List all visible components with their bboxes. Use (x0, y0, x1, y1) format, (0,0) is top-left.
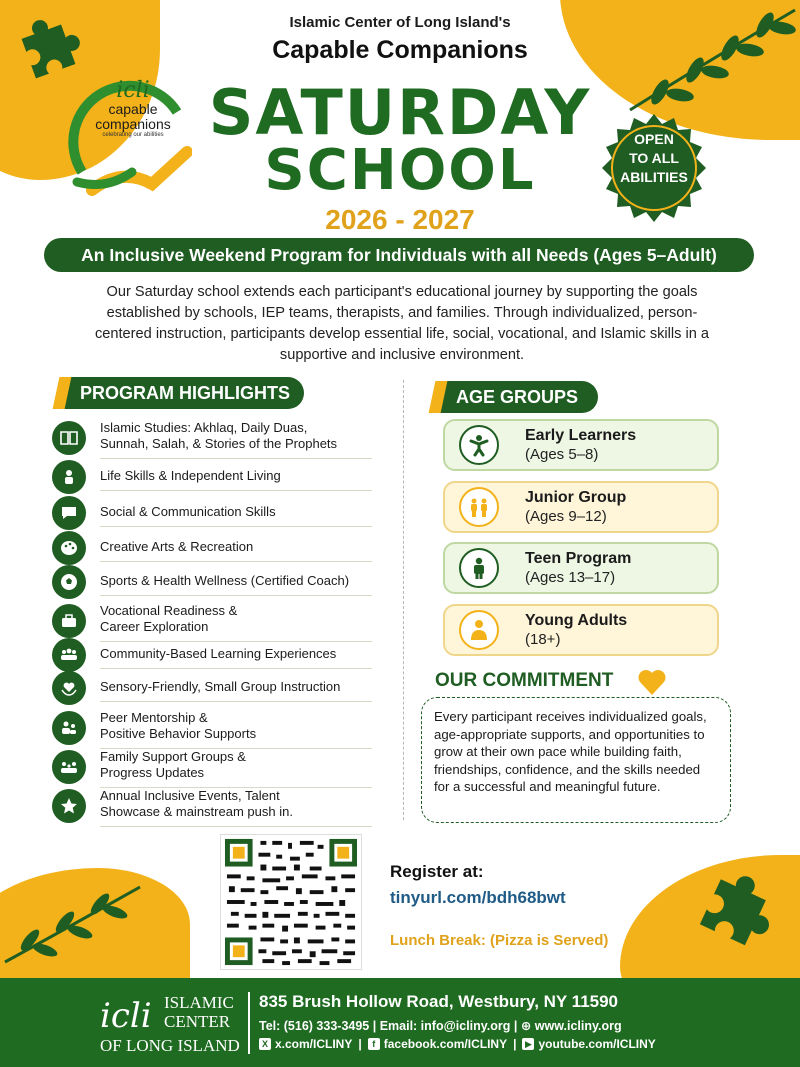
teen-icon (459, 548, 499, 588)
program-banner: An Inclusive Weekend Program for Individuals with all Needs (Ages 5–Adult) (44, 238, 754, 272)
footer-social-links (259, 1037, 656, 1051)
leaf-branch-icon (0, 872, 150, 972)
footer-contact[interactable]: Tel: (516) 333-3495 | Email: info@icliny.org | ⊕ www.icliny.org (259, 1019, 622, 1033)
youtube-link[interactable]: youtube.com/ICLINY (538, 1037, 656, 1051)
age-card-early-learners: Early Learners (Ages 5–8) (443, 419, 719, 471)
highlight-item: Vocational Readiness & Career Exploration (52, 599, 372, 642)
logo-name-line1: capable (108, 101, 158, 117)
school-year: 2026 - 2027 (325, 204, 475, 235)
footer-org-line2: CENTER (164, 1012, 231, 1031)
highlight-item: Creative Arts & Recreation (52, 531, 372, 565)
child-icon (459, 425, 499, 465)
age-card-young-adults: Young Adults (18+) (443, 604, 719, 656)
intro-paragraph: Our Saturday school extends each participant's educational journey by supporting the goals established by schools, IEP teams, therapists, and families. Through individualized, person-centered instruction, participants develop essential life, social, vocational, and Islamic skills in a supportive and inclusive environment. (94, 284, 710, 363)
highlight-item: Community-Based Learning Experiences (52, 638, 372, 672)
person-icon (52, 460, 86, 494)
chat-icon (52, 496, 86, 530)
column-divider (403, 380, 404, 820)
kids-pair-icon (459, 487, 499, 527)
qr-code[interactable] (220, 834, 362, 970)
group-icon (52, 638, 86, 672)
org-subtitle: Islamic Center of Long Island's (289, 14, 511, 31)
logo-tagline: celebrating our abilities (102, 132, 164, 138)
footer-divider (248, 992, 250, 1054)
youtube-icon: ▶ (522, 1038, 534, 1050)
book-icon (52, 421, 86, 455)
highlight-item: Peer Mentorship & Positive Behavior Supports (52, 706, 372, 749)
twitter-link[interactable]: x.com/ICLINY (275, 1037, 353, 1051)
lunch-note: Lunch Break: (Pizza is Served) (390, 932, 609, 949)
facebook-icon: f (368, 1038, 380, 1050)
highlight-item: Family Support Groups & Progress Updates (52, 745, 372, 788)
register-link[interactable]: tinyurl.com/bdh68bwt (390, 888, 566, 907)
highlight-item: Annual Inclusive Events, Talent Showcase & mainstream push in. (52, 784, 372, 827)
page-title-line1: SATURDAY (208, 76, 592, 149)
highlight-item: Social & Communication Skills (52, 496, 372, 530)
register-label: Register at: (390, 862, 484, 881)
logo-name-line2: companions (95, 116, 171, 132)
footer-address: 835 Brush Hollow Road, Westbury, NY 11590 (259, 992, 619, 1011)
facebook-link[interactable]: facebook.com/ICLINY (383, 1037, 508, 1051)
commitment-heading: OUR COMMITMENT (435, 670, 614, 691)
adult-icon (459, 610, 499, 650)
heart-hands-icon (52, 671, 86, 705)
program-name: Capable Companions (272, 36, 528, 64)
program-highlights-heading: PROGRAM HIGHLIGHTS (64, 377, 304, 409)
star-icon (52, 789, 86, 823)
ball-icon (52, 565, 86, 599)
briefcase-icon (52, 604, 86, 638)
highlight-item: Sports & Health Wellness (Certified Coach) (52, 565, 372, 599)
page-title-line2: SCHOOL (264, 138, 536, 203)
puzzle-piece-icon (698, 870, 776, 948)
commitment-text: Every participant receives individualized goals, age-appropriate supports, and opportunities to grow at their own pace while building faith, friendships, confidence, and the skills needed for a successful and meaningful future. (421, 697, 731, 823)
palette-icon (52, 531, 86, 565)
highlight-item: Sensory-Friendly, Small Group Instruction (52, 671, 372, 705)
age-groups-heading: AGE GROUPS (440, 381, 598, 413)
highlight-item: Life Skills & Independent Living (52, 460, 372, 494)
mentor-icon (52, 711, 86, 745)
separator: | (358, 1037, 362, 1051)
open-badge-text: OPEN TO ALL ABILITIES (620, 131, 688, 185)
logo-brand: icli (116, 78, 150, 103)
footer (0, 978, 800, 1067)
heart-icon (636, 667, 668, 697)
footer-org-line1: ISLAMIC (164, 993, 234, 1012)
footer-org-line3: OF LONG ISLAND (100, 1036, 240, 1055)
x-twitter-icon: X (259, 1038, 271, 1050)
age-card-junior-group: Junior Group (Ages 9–12) (443, 481, 719, 533)
separator: | (513, 1037, 517, 1051)
logo-text (78, 80, 188, 138)
footer-logo-brand: icli (100, 996, 152, 1036)
age-card-teen-program: Teen Program (Ages 13–17) (443, 542, 719, 594)
highlight-item: Islamic Studies: Akhlaq, Daily Duas, Sunnah, Salah, & Stories of the Prophets (52, 416, 372, 459)
family-icon (52, 750, 86, 784)
